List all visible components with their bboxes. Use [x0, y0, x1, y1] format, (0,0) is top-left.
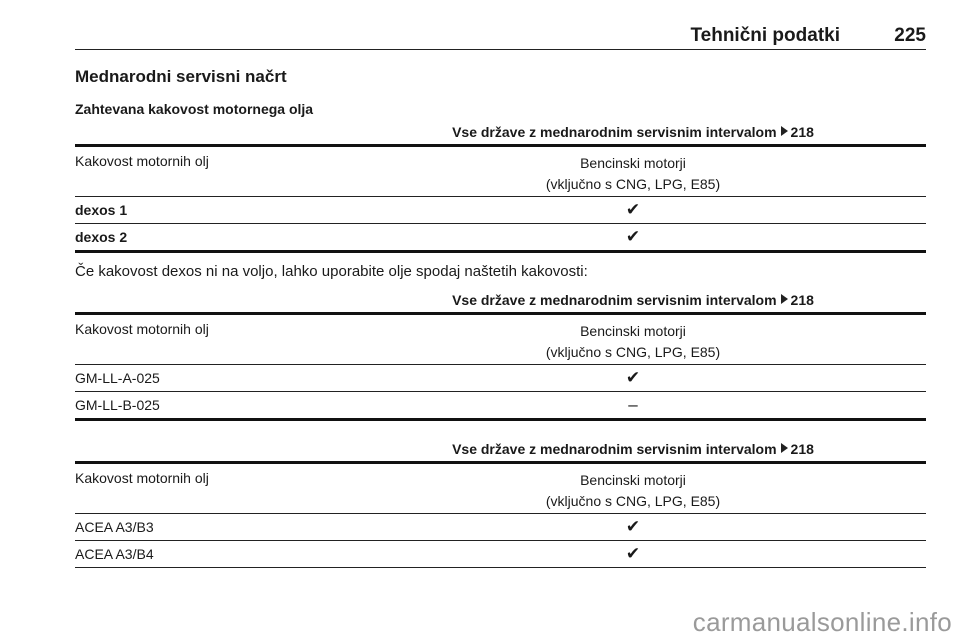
table-row — [75, 541, 926, 568]
check-icon: ✔ — [625, 200, 641, 219]
table-row — [75, 224, 926, 253]
reference-arrow-icon — [781, 294, 788, 304]
intro-text: Če kakovost dexos ni na voljo, lahko uporabite olje spodaj naštetih kakovosti: — [75, 263, 588, 280]
oil-quality-table-gm — [75, 289, 926, 421]
scope-text: Vse države z mednarodnim servisnim intervalom 218 — [452, 292, 814, 308]
section-title: Mednarodni servisni načrt — [75, 67, 287, 86]
table-row — [75, 392, 926, 421]
table-scope-header — [75, 438, 926, 464]
subsection-title: Zahtevana kakovost motornega olja — [75, 101, 314, 117]
table-column-header — [75, 315, 926, 365]
table-scope-header — [75, 289, 926, 315]
oil-grade-name: ACEA A3/B4 — [75, 546, 154, 562]
page-reference-link[interactable]: 218 — [790, 441, 814, 457]
reference-arrow-icon — [781, 126, 788, 136]
scope-text: Vse države z mednarodnim servisnim intervalom 218 — [452, 441, 814, 457]
table-column-header — [75, 147, 926, 197]
page-header — [75, 22, 926, 50]
table-row — [75, 514, 926, 541]
oil-quality-table-dexos — [75, 121, 926, 253]
chapter-title: Tehnični podatki — [690, 25, 840, 46]
watermark-logo: carmanualsonline.info — [692, 607, 952, 637]
table-column-header — [75, 464, 926, 514]
table-row — [75, 197, 926, 224]
scope-text: Vse države z mednarodnim servisnim intervalom 218 — [452, 124, 814, 140]
oil-grade-name: GM-LL-B-025 — [75, 397, 160, 413]
check-icon: ✔ — [625, 227, 641, 246]
dash-icon: – — [628, 395, 638, 414]
column-header-petrol-engines: Bencinski motorji (vključno s CNG, LPG, E85) — [545, 472, 721, 509]
oil-grade-name: dexos 2 — [75, 229, 128, 245]
reference-arrow-icon — [781, 443, 788, 453]
check-icon: ✔ — [625, 544, 641, 563]
column-header-oil-quality: Kakovost motornih olj — [75, 321, 209, 337]
table-scope-header — [75, 121, 926, 147]
check-icon: ✔ — [625, 517, 641, 536]
column-header-oil-quality: Kakovost motornih olj — [75, 470, 209, 486]
table-row — [75, 365, 926, 392]
oil-grade-name: dexos 1 — [75, 202, 128, 218]
page-number: 225 — [894, 25, 926, 46]
page-reference-link[interactable]: 218 — [790, 292, 814, 308]
check-icon: ✔ — [625, 368, 641, 387]
page-reference-link[interactable]: 218 — [790, 124, 814, 140]
manual-page — [75, 0, 926, 642]
column-header-petrol-engines: Bencinski motorji (vključno s CNG, LPG, E85) — [545, 323, 721, 360]
oil-grade-name: GM-LL-A-025 — [75, 370, 160, 386]
oil-quality-table-acea — [75, 438, 926, 568]
column-header-petrol-engines: Bencinski motorji (vključno s CNG, LPG, E85) — [545, 155, 721, 192]
column-header-oil-quality: Kakovost motornih olj — [75, 153, 209, 169]
oil-grade-name: ACEA A3/B3 — [75, 519, 154, 535]
